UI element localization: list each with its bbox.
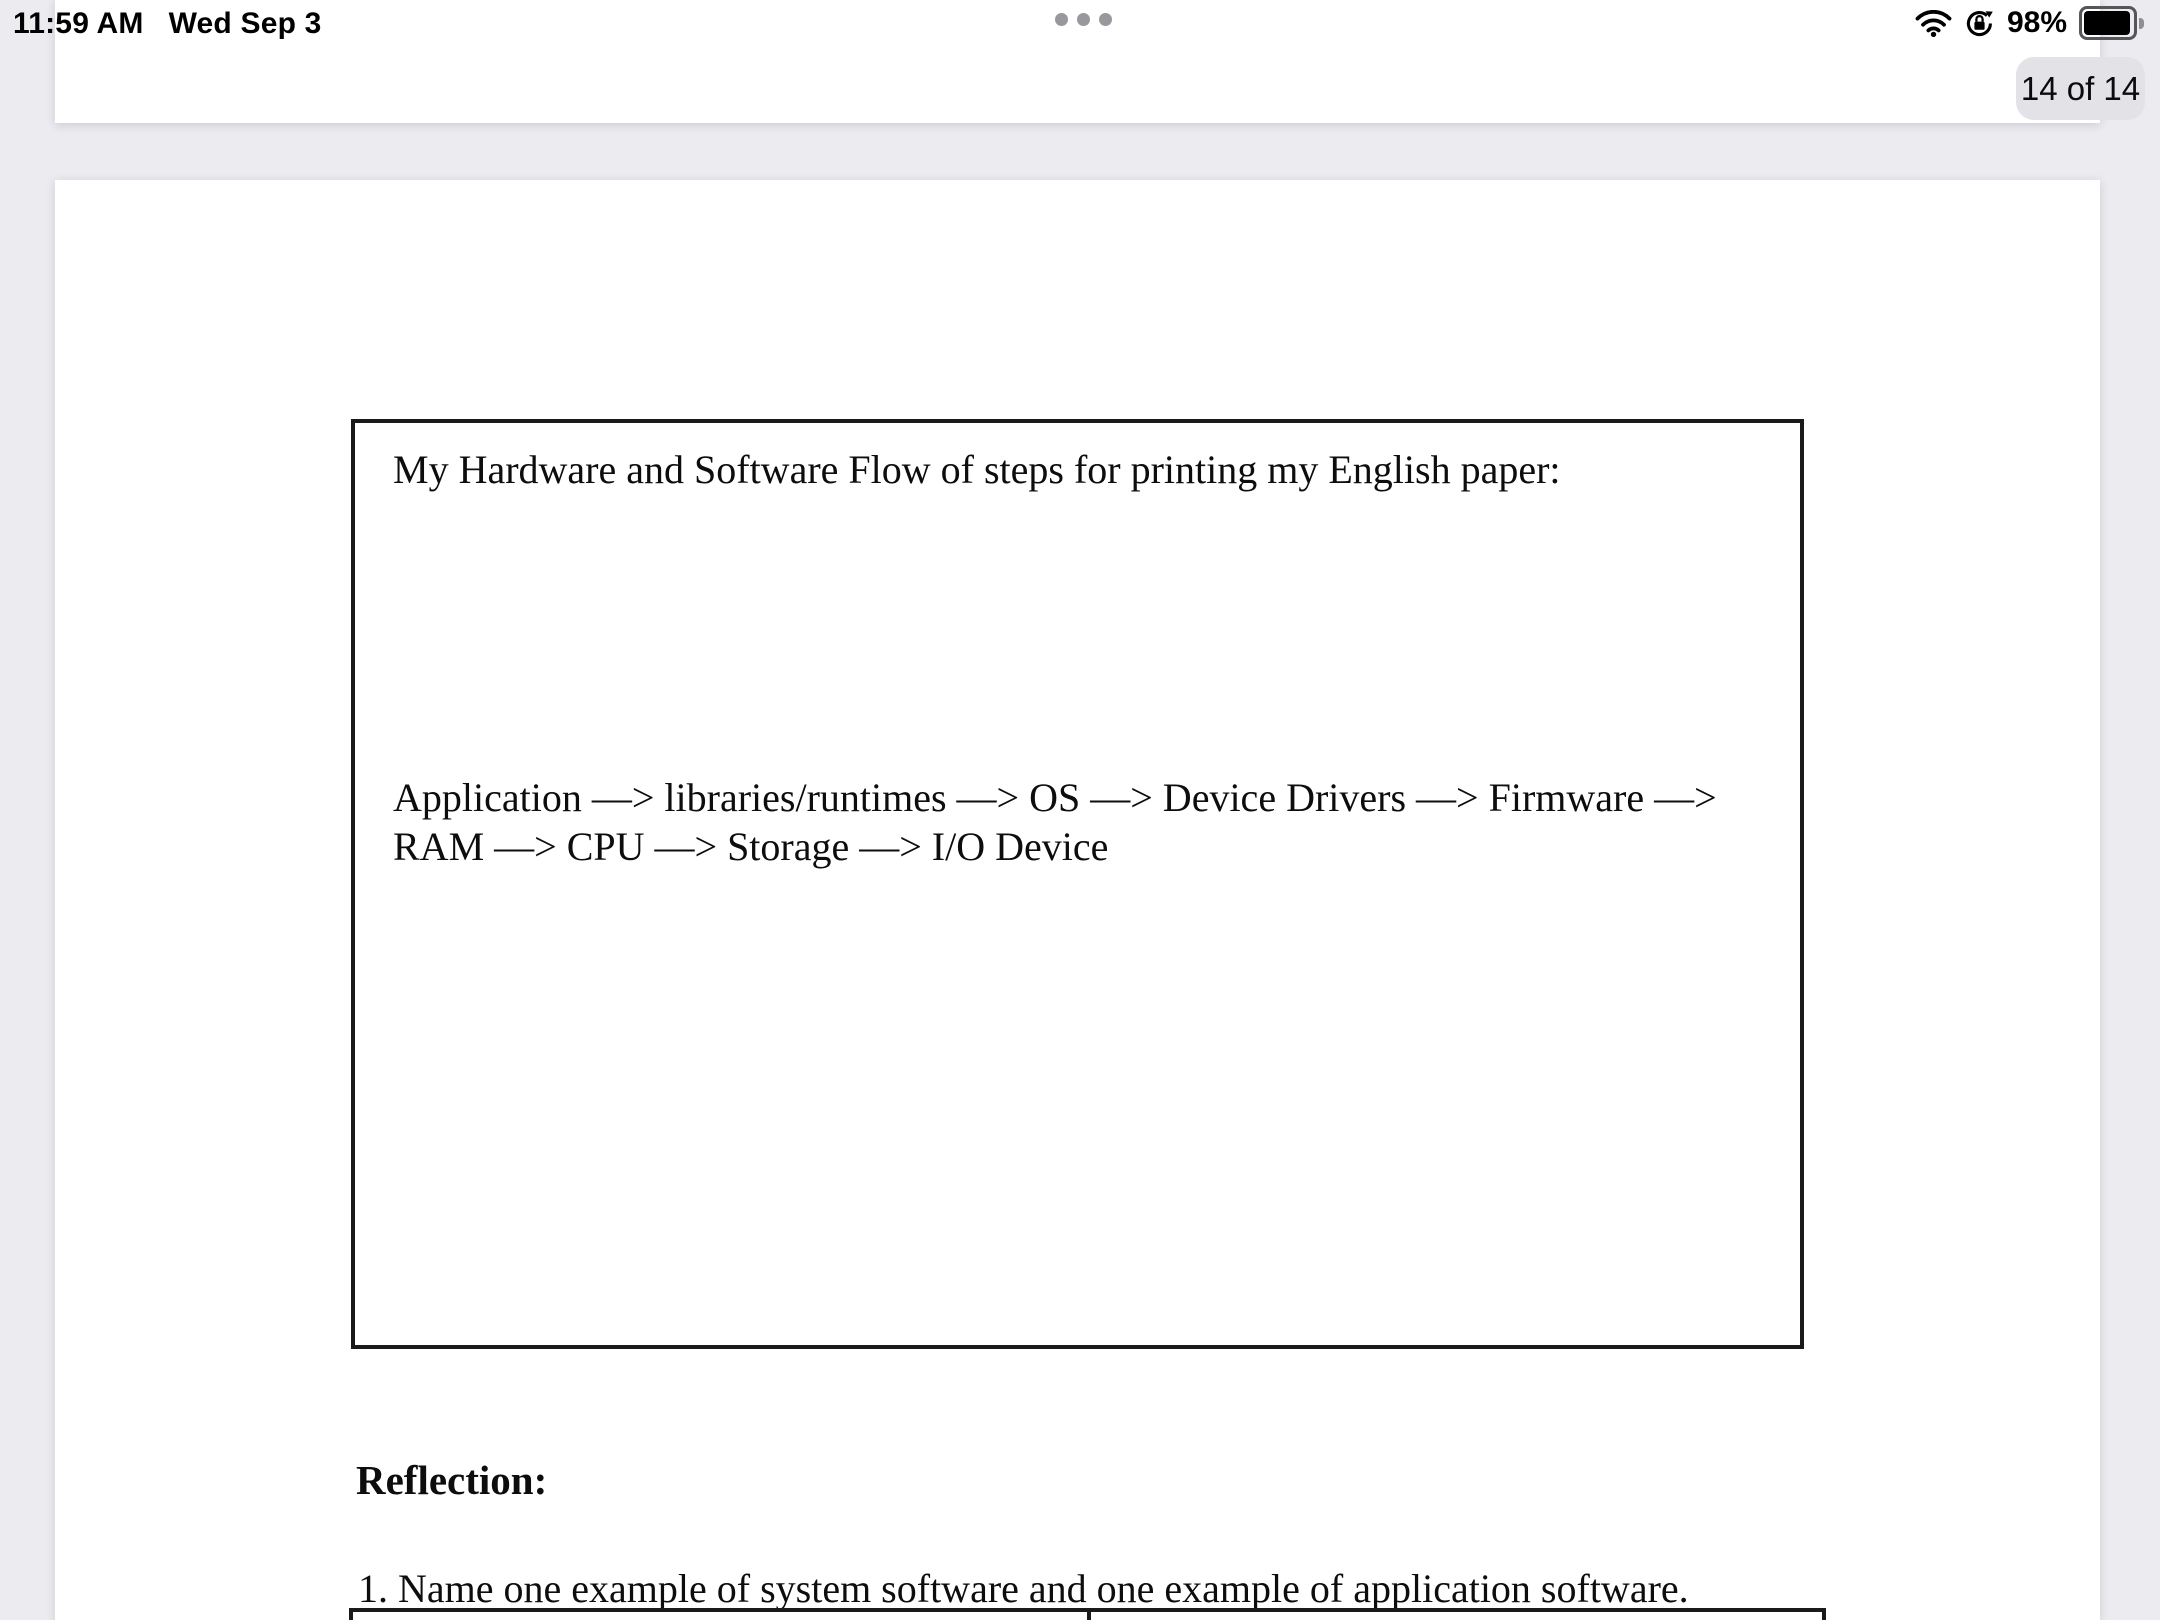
battery-icon: [2079, 6, 2144, 40]
answer-cell-right[interactable]: [1091, 1612, 1822, 1620]
multitasking-dot-icon: [1077, 13, 1090, 26]
question-1: 1. Name one example of system software and one example of application software.: [358, 1566, 1689, 1611]
status-time: 11:59 AM: [13, 7, 144, 40]
flow-answer-box: [351, 419, 1804, 1349]
battery-percent-label: 98%: [2006, 6, 2067, 39]
multitasking-dot-icon: [1099, 13, 1112, 26]
reflection-heading: Reflection:: [356, 1457, 548, 1503]
multitasking-dot-icon: [1055, 13, 1068, 26]
document-page-14[interactable]: [55, 180, 2100, 1620]
status-bar-left: [13, 0, 322, 48]
status-bar-right: [1915, 0, 2144, 46]
page-indicator-label: 14 of 14: [2020, 69, 2141, 107]
orientation-lock-icon: [1964, 8, 1995, 39]
wifi-icon: [1915, 10, 1952, 37]
page-indicator-badge[interactable]: [2016, 57, 2145, 120]
flow-box-title: My Hardware and Software Flow of steps for printing my English paper:: [393, 447, 1561, 492]
multitasking-indicator[interactable]: [1055, 13, 1112, 26]
flow-steps-text: [393, 773, 1778, 871]
status-date: Wed Sep 3: [168, 7, 322, 40]
flow-step-line: Application —> libraries/runtimes —> OS —> Device Drivers —> Firmware —>: [393, 775, 1717, 820]
answer-table: [349, 1608, 1826, 1620]
answer-cell-left[interactable]: [353, 1612, 1087, 1620]
flow-step-line: RAM —> CPU —> Storage —> I/O Device: [393, 824, 1109, 869]
